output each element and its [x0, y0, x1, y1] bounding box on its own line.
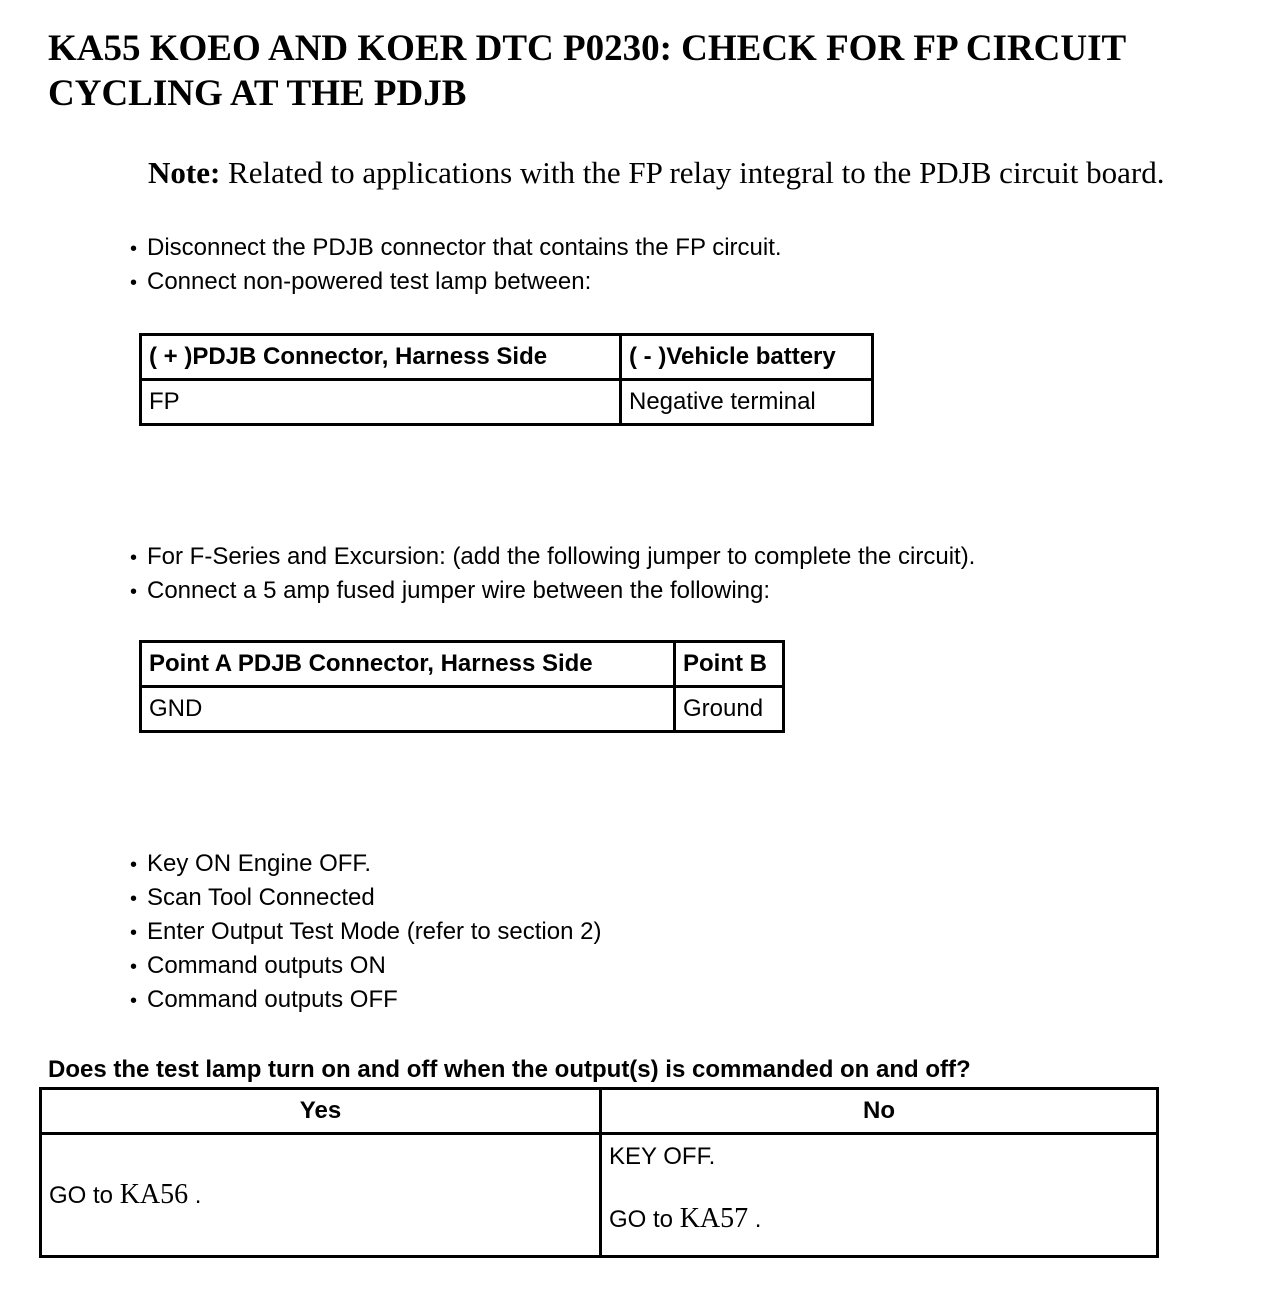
suffix: . [748, 1206, 762, 1233]
go-to-text: GO to [609, 1206, 680, 1233]
list-item: • Connect a 5 amp fused jumper wire between the following: [130, 574, 975, 608]
step-list-2 [130, 540, 975, 608]
link-ka56[interactable]: KA56 [119, 1179, 189, 1210]
table-header-row [141, 642, 784, 687]
go-to-line [609, 1203, 1149, 1235]
list-item: • Command outputs ON [130, 949, 601, 983]
page-title [48, 26, 1126, 116]
no-header: No [601, 1089, 1158, 1134]
yes-cell [41, 1134, 601, 1257]
note [148, 155, 1164, 191]
table-row [141, 687, 784, 732]
go-to-text: GO to [49, 1182, 120, 1209]
list-item: • Connect non-powered test lamp between: [130, 265, 782, 299]
note-label: Note: [148, 155, 221, 190]
table-header-row [41, 1089, 1158, 1134]
table-header-row [141, 335, 873, 380]
table-row [41, 1134, 1158, 1257]
table-header: Point A PDJB Connector, Harness Side [141, 642, 675, 687]
list-item: • Enter Output Test Mode (refer to section 2) [130, 915, 601, 949]
step-list-3 [130, 847, 601, 1017]
table-row [141, 380, 873, 425]
list-item: • Key ON Engine OFF. [130, 847, 601, 881]
yes-header: Yes [41, 1089, 601, 1134]
suffix: . [188, 1182, 202, 1209]
table-cell: Negative terminal [621, 380, 873, 425]
list-item: • Disconnect the PDJB connector that contains the FP circuit. [130, 231, 782, 265]
title-line-1: KA55 KOEO AND KOER DTC P0230: CHECK FOR FP CIRCUIT [48, 28, 1127, 69]
table-header: ( + )PDJB Connector, Harness Side [141, 335, 621, 380]
key-off-text: KEY OFF. [609, 1143, 716, 1170]
question: Does the test lamp turn on and off when the output(s) is commanded on and off? [48, 1056, 971, 1083]
list-item: • Command outputs OFF [130, 983, 601, 1017]
table-cell: FP [141, 380, 621, 425]
list-item: • Scan Tool Connected [130, 881, 601, 915]
test-lamp-table [139, 333, 874, 426]
jumper-table [139, 640, 785, 733]
link-ka57[interactable]: KA57 [679, 1203, 749, 1234]
list-item: • For F-Series and Excursion: (add the following jumper to complete the circuit). [130, 540, 975, 574]
table-cell: Ground [675, 687, 784, 732]
table-header: Point B [675, 642, 784, 687]
title-line-2: CYCLING AT THE PDJB [48, 73, 467, 114]
step-list-1 [130, 231, 782, 299]
no-cell [601, 1134, 1158, 1257]
answer-table [39, 1087, 1159, 1258]
table-cell: GND [141, 687, 675, 732]
note-text: Related to applications with the FP relay integral to the PDJB circuit board. [220, 155, 1165, 190]
table-header: ( - )Vehicle battery [621, 335, 873, 380]
